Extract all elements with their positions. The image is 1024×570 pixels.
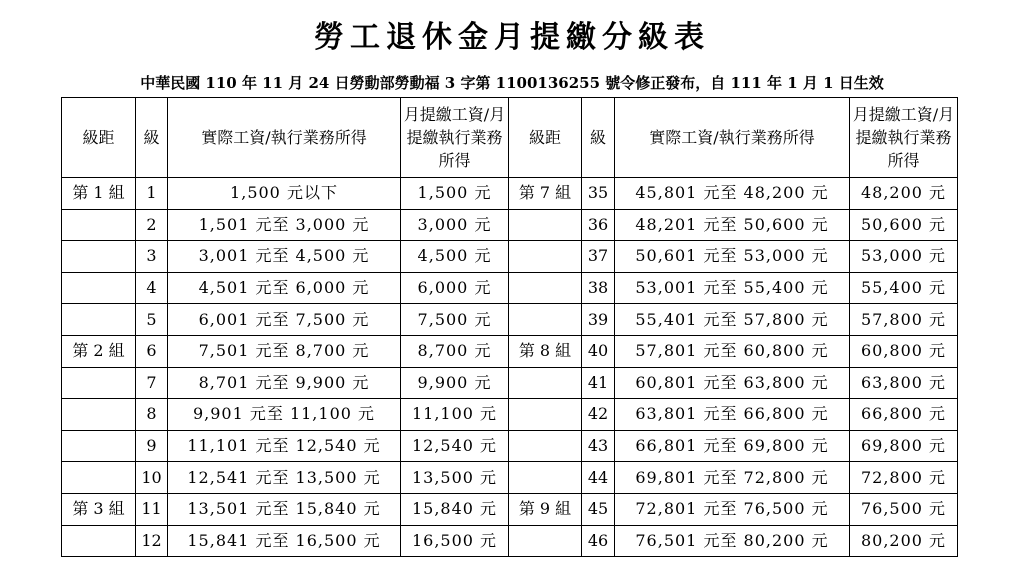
- range-cell: 45,801 元至 48,200 元: [615, 178, 850, 210]
- table-row: [62, 241, 958, 273]
- group-cell: [509, 241, 582, 273]
- amount-cell: 8,700 元: [401, 335, 509, 367]
- header-group: 級距: [509, 98, 582, 178]
- range-cell: 69,801 元至 72,800 元: [615, 462, 850, 494]
- range-cell: 1,500 元以下: [168, 178, 401, 210]
- range-cell: 48,201 元至 50,600 元: [615, 209, 850, 241]
- table-row: [62, 493, 958, 525]
- amount-cell: 15,840 元: [401, 493, 509, 525]
- level-cell: 5: [136, 304, 168, 336]
- header-level: 級: [136, 98, 168, 178]
- amount-cell: 7,500 元: [401, 304, 509, 336]
- range-cell: 8,701 元至 9,900 元: [168, 367, 401, 399]
- level-cell: 10: [136, 462, 168, 494]
- header-amount: 月提繳工資/月提繳執行業務所得: [850, 98, 958, 178]
- level-cell: 45: [582, 493, 615, 525]
- level-cell: 7: [136, 367, 168, 399]
- group-cell: 第 8 組: [509, 335, 582, 367]
- level-cell: 42: [582, 399, 615, 431]
- level-cell: 38: [582, 272, 615, 304]
- group-cell: [509, 462, 582, 494]
- group-cell: [509, 272, 582, 304]
- group-cell: 第 9 組: [509, 493, 582, 525]
- header-level: 級: [582, 98, 615, 178]
- group-cell: [509, 399, 582, 431]
- group-cell: [62, 304, 136, 336]
- amount-cell: 4,500 元: [401, 241, 509, 273]
- amount-cell: 48,200 元: [850, 178, 958, 210]
- range-cell: 72,801 元至 76,500 元: [615, 493, 850, 525]
- level-cell: 39: [582, 304, 615, 336]
- amount-cell: 12,540 元: [401, 430, 509, 462]
- level-cell: 9: [136, 430, 168, 462]
- table-header-row: [62, 98, 958, 178]
- group-cell: [509, 367, 582, 399]
- header-amount: 月提繳工資/月提繳執行業務所得: [401, 98, 509, 178]
- amount-cell: 53,000 元: [850, 241, 958, 273]
- range-cell: 63,801 元至 66,800 元: [615, 399, 850, 431]
- range-cell: 7,501 元至 8,700 元: [168, 335, 401, 367]
- range-cell: 76,501 元至 80,200 元: [615, 525, 850, 557]
- amount-cell: 11,100 元: [401, 399, 509, 431]
- range-cell: 60,801 元至 63,800 元: [615, 367, 850, 399]
- group-cell: 第 7 組: [509, 178, 582, 210]
- level-cell: 44: [582, 462, 615, 494]
- amount-cell: 60,800 元: [850, 335, 958, 367]
- range-cell: 13,501 元至 15,840 元: [168, 493, 401, 525]
- table-row: [62, 430, 958, 462]
- range-cell: 6,001 元至 7,500 元: [168, 304, 401, 336]
- amount-cell: 6,000 元: [401, 272, 509, 304]
- level-cell: 37: [582, 241, 615, 273]
- level-cell: 2: [136, 209, 168, 241]
- range-cell: 9,901 元至 11,100 元: [168, 399, 401, 431]
- header-group: 級距: [62, 98, 136, 178]
- amount-cell: 9,900 元: [401, 367, 509, 399]
- contribution-grade-table: [61, 97, 958, 557]
- group-cell: [62, 272, 136, 304]
- table-row: [62, 272, 958, 304]
- table-row: [62, 335, 958, 367]
- range-cell: 55,401 元至 57,800 元: [615, 304, 850, 336]
- table-row: [62, 525, 958, 557]
- group-cell: 第 1 組: [62, 178, 136, 210]
- group-cell: 第 2 組: [62, 335, 136, 367]
- group-cell: 第 3 組: [62, 493, 136, 525]
- amount-cell: 63,800 元: [850, 367, 958, 399]
- group-cell: [62, 209, 136, 241]
- level-cell: 8: [136, 399, 168, 431]
- range-cell: 4,501 元至 6,000 元: [168, 272, 401, 304]
- amount-cell: 57,800 元: [850, 304, 958, 336]
- amount-cell: 3,000 元: [401, 209, 509, 241]
- amount-cell: 69,800 元: [850, 430, 958, 462]
- amount-cell: 50,600 元: [850, 209, 958, 241]
- range-cell: 11,101 元至 12,540 元: [168, 430, 401, 462]
- range-cell: 3,001 元至 4,500 元: [168, 241, 401, 273]
- level-cell: 40: [582, 335, 615, 367]
- header-range: 實際工資/執行業務所得: [615, 98, 850, 178]
- range-cell: 57,801 元至 60,800 元: [615, 335, 850, 367]
- group-cell: [509, 209, 582, 241]
- level-cell: 6: [136, 335, 168, 367]
- level-cell: 12: [136, 525, 168, 557]
- table-row: [62, 209, 958, 241]
- amount-cell: 66,800 元: [850, 399, 958, 431]
- document-title: 勞工退休金月提繳分級表: [314, 20, 710, 55]
- level-cell: 4: [136, 272, 168, 304]
- table-row: [62, 304, 958, 336]
- range-cell: 15,841 元至 16,500 元: [168, 525, 401, 557]
- header-range: 實際工資/執行業務所得: [168, 98, 401, 178]
- level-cell: 41: [582, 367, 615, 399]
- amount-cell: 55,400 元: [850, 272, 958, 304]
- level-cell: 11: [136, 493, 168, 525]
- group-cell: [62, 399, 136, 431]
- group-cell: [509, 525, 582, 557]
- level-cell: 3: [136, 241, 168, 273]
- range-cell: 53,001 元至 55,400 元: [615, 272, 850, 304]
- amount-cell: 80,200 元: [850, 525, 958, 557]
- table-row: [62, 367, 958, 399]
- table-row: [62, 399, 958, 431]
- amount-cell: 13,500 元: [401, 462, 509, 494]
- group-cell: [62, 525, 136, 557]
- level-cell: 35: [582, 178, 615, 210]
- group-cell: [62, 462, 136, 494]
- group-cell: [62, 367, 136, 399]
- group-cell: [509, 430, 582, 462]
- level-cell: 43: [582, 430, 615, 462]
- range-cell: 1,501 元至 3,000 元: [168, 209, 401, 241]
- range-cell: 50,601 元至 53,000 元: [615, 241, 850, 273]
- document-subtitle: 中華民國 110 年 11 月 24 日勞動部勞動福 3 字第 1100136255 號令修正發布，自 111 年 1 月 1 日生效: [140, 74, 884, 92]
- level-cell: 1: [136, 178, 168, 210]
- level-cell: 46: [582, 525, 615, 557]
- level-cell: 36: [582, 209, 615, 241]
- group-cell: [62, 430, 136, 462]
- range-cell: 66,801 元至 69,800 元: [615, 430, 850, 462]
- amount-cell: 1,500 元: [401, 178, 509, 210]
- group-cell: [509, 304, 582, 336]
- table-row: [62, 462, 958, 494]
- range-cell: 12,541 元至 13,500 元: [168, 462, 401, 494]
- amount-cell: 76,500 元: [850, 493, 958, 525]
- table-row: [62, 178, 958, 210]
- amount-cell: 16,500 元: [401, 525, 509, 557]
- amount-cell: 72,800 元: [850, 462, 958, 494]
- group-cell: [62, 241, 136, 273]
